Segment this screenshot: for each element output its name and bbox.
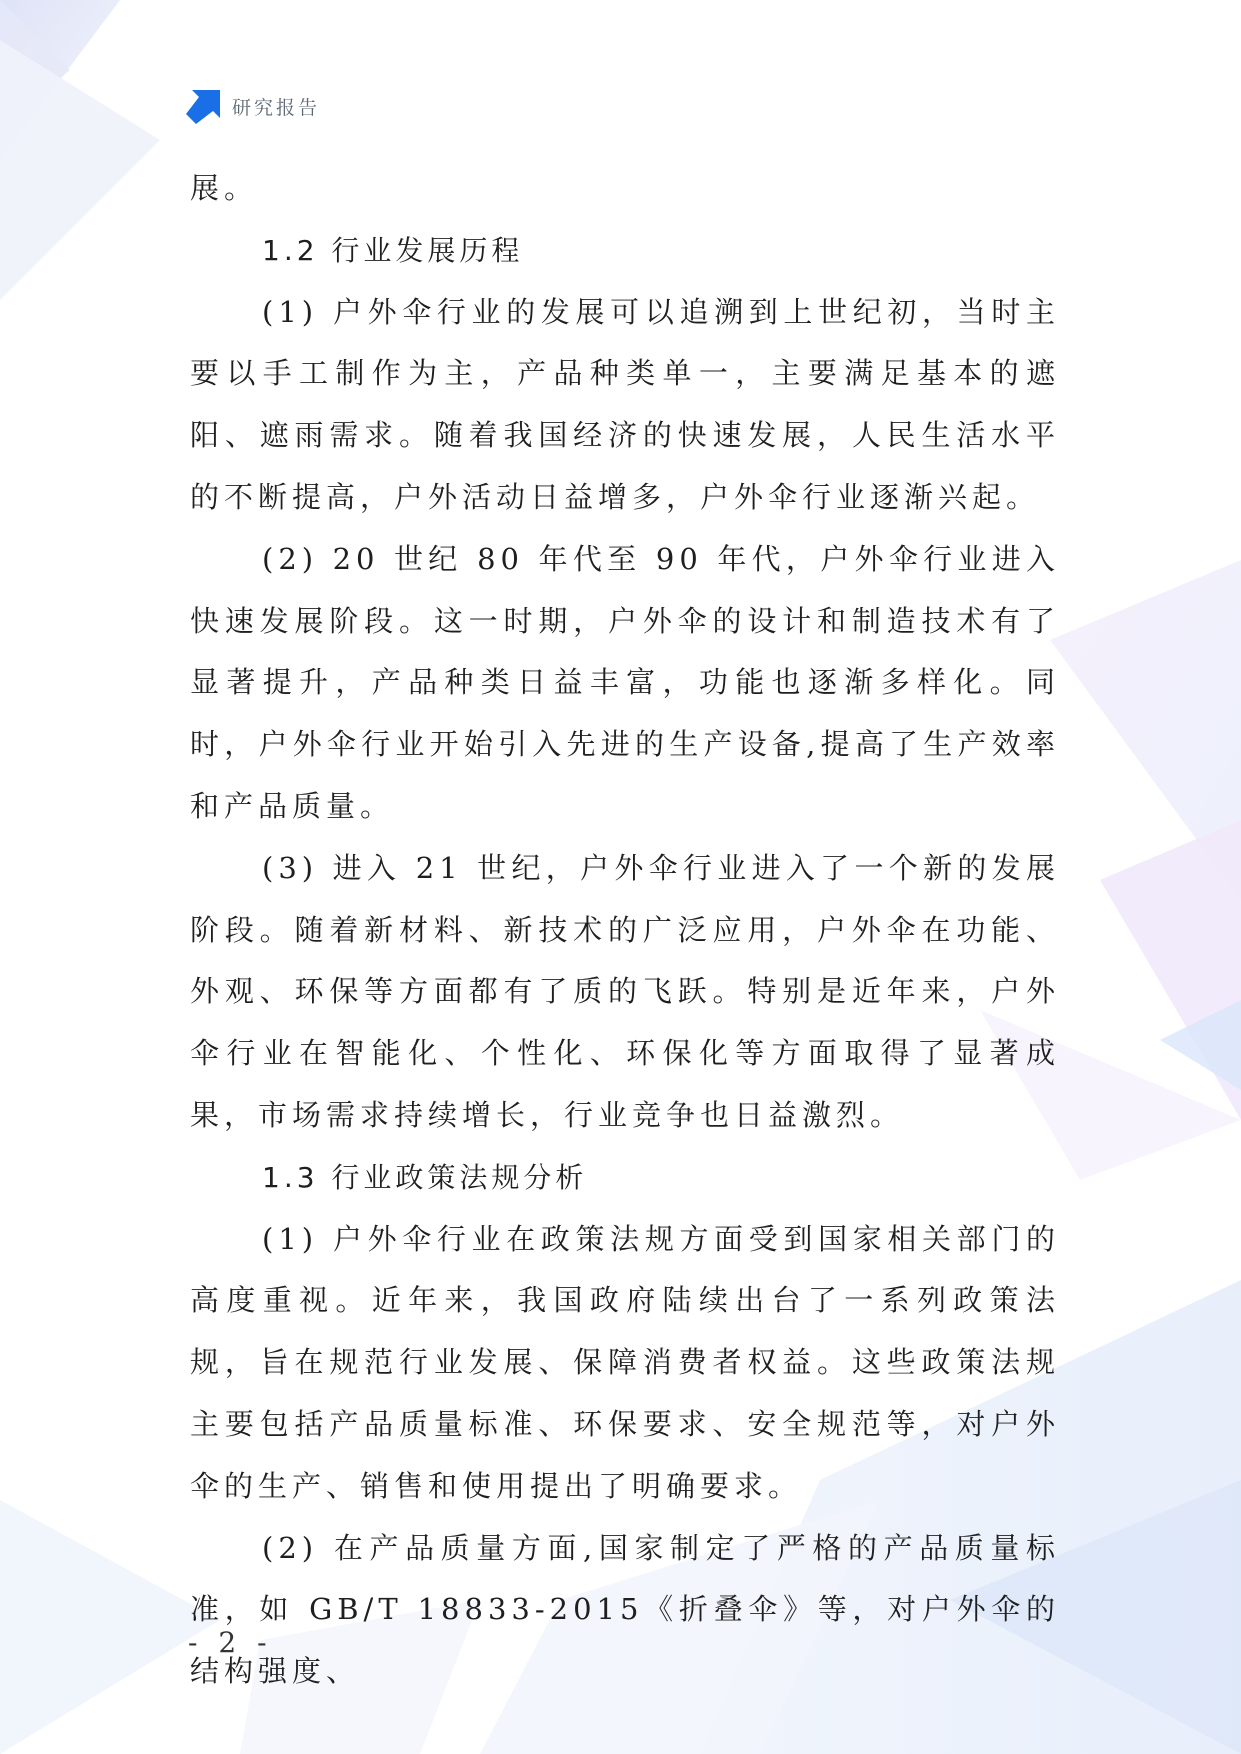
arrow-logo-icon [186,88,222,124]
section-heading: 1.2 行业发展历程 [262,233,524,267]
paragraph: (1) 户外伞行业在政策法规方面受到国家相关部门的高度重视。近年来，我国政府陆续出台了一系列政策法规，旨在规范行业发展、保障消费者权益。这些政策法规主要包括产品质量标准、环保要求、安全规范等，对户外伞的生产、销售和使用提出了明确要求。 [190,1221,1060,1503]
paragraph: (2) 在产品质量方面,国家制定了严格的产品质量标准，如 GB/T 18833-2015《折叠伞》等，对户外伞的结构强度、 [190,1530,1060,1689]
paragraph: (2) 20 世纪 80 年代至 90 年代，户外伞行业进入快速发展阶段。这一时期，户外伞的设计和制造技术有了显著提升，产品种类日益丰富，功能也逐渐多样化。同时，户外伞行业开始引入先进的生产设备,提高了生产效率和产品质量。 [190,541,1060,823]
paragraph: (3) 进入 21 世纪，户外伞行业进入了一个新的发展阶段。随着新材料、新技术的广泛应用，户外伞在功能、外观、环保等方面都有了质的飞跃。特别是近年来，户外伞行业在智能化、个性化、环保化等方面取得了显著成果，市场需求持续增长，行业竞争也日益激烈。 [190,850,1060,1132]
header-title: 研究报告 [232,96,321,119]
section-heading: 1.3 行业政策法规分析 [262,1160,588,1194]
report-header [186,88,320,124]
document-body [190,158,1060,1703]
paragraph: (1) 户外伞行业的发展可以追溯到上世纪初，当时主要以手工制作为主，产品种类单一，主要满足基本的遮阳、遮雨需求。随着我国经济的快速发展，人民生活水平的不断提高，户外活动日益增多，户外伞行业逐渐兴起。 [190,294,1060,514]
paragraph: 展。 [190,171,259,205]
page-number: - 2 - [188,1626,273,1659]
